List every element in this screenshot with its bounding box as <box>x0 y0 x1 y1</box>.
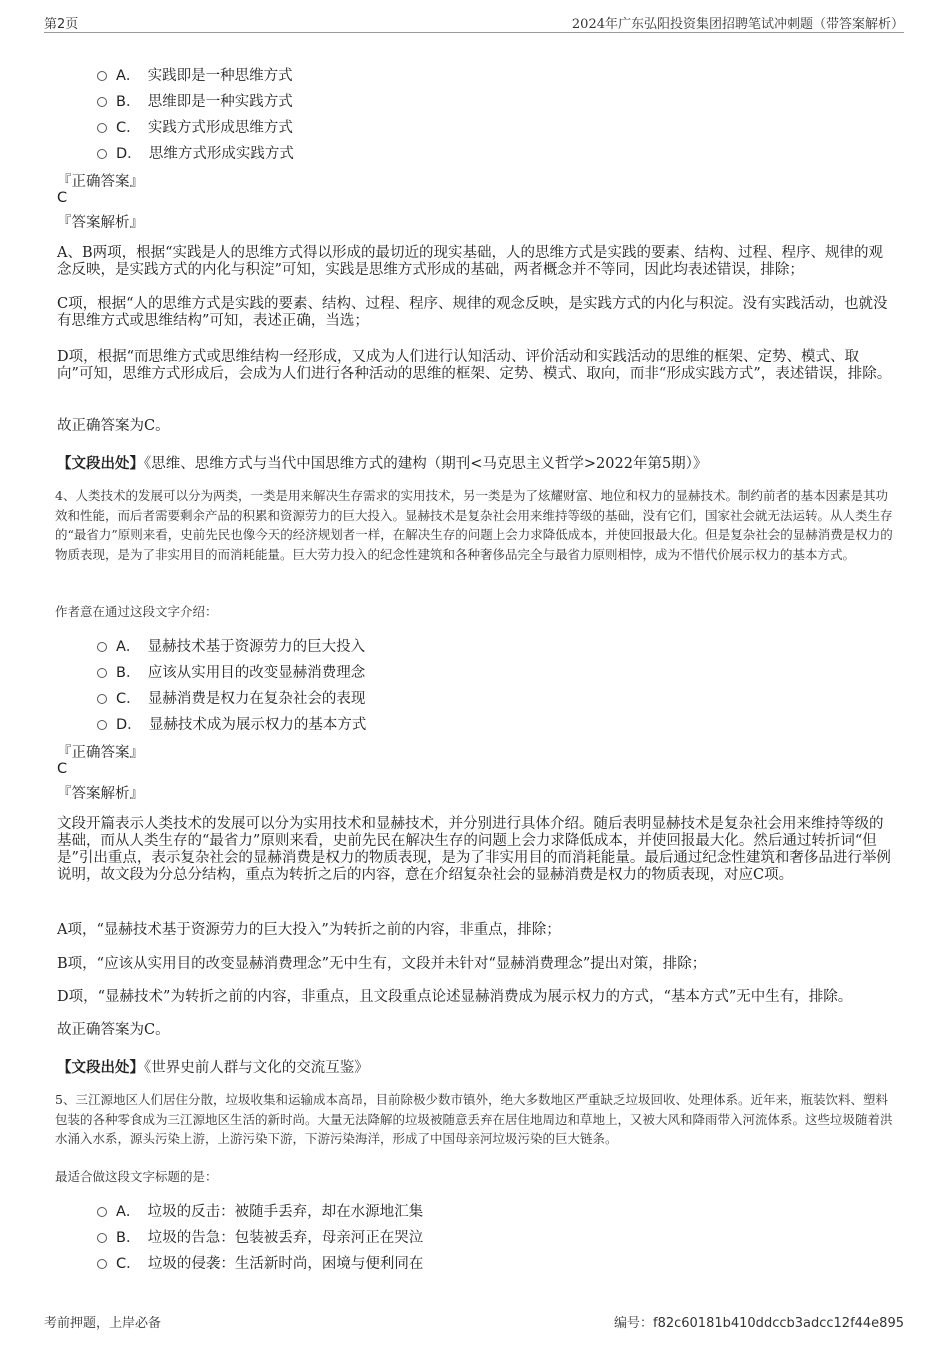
q3-source: 【文段出处】《思维、思维方式与当代中国思维方式的建构（期刊<马克思主义哲学>2022年第5期）》 <box>57 455 708 472</box>
q3-correct-answer: C <box>57 190 68 206</box>
page-footer <box>44 1312 904 1330</box>
q5-prompt: 最适合做这段文字标题的是： <box>55 1169 218 1184</box>
q4-analysis-conclusion: 故正确答案为C。 <box>57 1022 170 1038</box>
q4-prompt: 作者意在通过这段文字介绍： <box>55 604 218 619</box>
radio-button-icon[interactable] <box>97 97 107 107</box>
footer-code: 编号：f82c60181b410ddccb3adcc12f44e895 <box>613 1316 904 1331</box>
q4-question-text: 4、人类技术的发展可以分为两类，一类是用来解决生存需求的实用技术，另一类是为了炫耀财富、地位和权力的显赫技术。制约前者的基本因素是其功效和性能，而后者需要剩余产品的积累和资源劳力的巨大投入。显赫技术是复杂社会用来维持等级的基础，没有它们，国家社会就无法运转。从人类生存的“最省力”原则来看，史前先民也像今天的经济规划者一样，在解决生存的问题上会力求降低成本，并使回报最大化。但是复杂社会的显赫消费是权力的物质表现，是为了非实用目的而消耗能量。巨大劳力投入的纪念性建筑和各种奢侈品完全与最省力原则相悖，成为不惜代价展示权力的基本方式。 <box>55 488 893 562</box>
q3-analysis-label: 『答案解析』 <box>57 215 144 231</box>
q5-option-b[interactable]: B ． 垃圾的告急：包装被丢弃，母亲河正在哭泣 <box>97 1226 423 1246</box>
q4-correct-answer-label: 『正确答案』 <box>57 745 144 761</box>
q3-analysis-conclusion: 故正确答案为C。 <box>57 418 170 434</box>
q3-option-a[interactable]: A ． 实践即是一种思维方式 <box>97 64 293 84</box>
radio-button-icon[interactable] <box>97 694 107 704</box>
q5-option-a[interactable]: A ． 垃圾的反击：被随手丢弃，却在水源地汇集 <box>97 1200 423 1220</box>
radio-button-icon[interactable] <box>97 1233 107 1243</box>
q3-option-c[interactable]: C ． 实践方式形成思维方式 <box>97 116 293 136</box>
footer-slogan: 考前押题，上岸必备 <box>44 1316 162 1331</box>
q4-option-a[interactable]: A ． 显赫技术基于资源劳力的巨大投入 <box>97 635 365 655</box>
radio-button-icon[interactable] <box>97 149 107 159</box>
q5-question-text: 5、三江源地区人们居住分散，垃圾收集和运输成本高昂，目前除极少数市镇外，绝大多数地区严重缺乏垃圾回收、处理体系。近年来，瓶装饮料、塑料包装的各种零食成为三江源地区生活的新时尚。大量无法降解的垃圾被随意丢弃在居住地周边和草地上，又被大风和降雨带入河流体系。这些垃圾随着洪水涌入水系，源头污染上游，上游污染下游，下游污染海洋，形成了中国母亲河垃圾污染的巨大链条。 <box>55 1092 893 1146</box>
q4-analysis-b: B项，“应该从实用目的改变显赫消费理念”无中生有，文段并未针对“显赫消费理念”提出对策，排除； <box>57 956 707 972</box>
q3-option-b[interactable]: B ． 思维即是一种实践方式 <box>97 90 293 110</box>
page-number: 第2页 <box>44 17 79 32</box>
q4-analysis-label: 『答案解析』 <box>57 786 144 802</box>
q5-option-c[interactable]: C ． 垃圾的侵袭：生活新时尚，困境与便利同在 <box>97 1252 423 1272</box>
page-header <box>44 10 904 33</box>
radio-button-icon[interactable] <box>97 642 107 652</box>
q4-analysis-main: 文段开篇表示人类技术的发展可以分为实用技术和显赫技术，并分别进行具体介绍。随后表明显赫技术是复杂社会用来维持等级的基础，而从人类生存的“最省力”原则来看，史前先民在解决生存的问题上会力求降低成本，并使回报最大化。然后通过转折词“但是”引出重点，表示复杂社会的显赫消费是权力的物质表现，是为了非实用目的而消耗能量。最后通过纪念性建筑和奢侈品进行举例说明，故文段为分总分结构，重点为转折之后的内容，意在介绍复杂社会的显赫消费是权力的物质表现，对应C项。 <box>57 816 891 883</box>
radio-button-icon[interactable] <box>97 123 107 133</box>
q4-source: 【文段出处】《世界史前人群与文化的交流互鉴》 <box>57 1059 369 1076</box>
document-title: 2024年广东弘阳投资集团招聘笔试冲刺题（带答案解析） <box>571 17 904 32</box>
q4-option-d[interactable]: D ． 显赫技术成为展示权力的基本方式 <box>97 713 366 733</box>
q3-analysis-d: D项，根据“而思维方式或思维结构一经形成，又成为人们进行认知活动、评价活动和实践活动的思维的框架、定势、模式、取向”可知，思维方式形成后，会成为人们进行各种活动的思维的框架、定势、模式、取向，而非“形成实践方式”，表述错误，排除。 <box>57 349 892 382</box>
q3-correct-answer-label: 『正确答案』 <box>57 174 144 190</box>
q4-option-c[interactable]: C ． 显赫消费是权力在复杂社会的表现 <box>97 687 365 707</box>
radio-button-icon[interactable] <box>97 720 107 730</box>
q4-analysis-d: D项，“显赫技术”为转折之前的内容，非重点，且文段重点论述显赫消费成为展示权力的方式，“基本方式”无中生有，排除。 <box>57 989 853 1005</box>
radio-button-icon[interactable] <box>97 1207 107 1217</box>
radio-button-icon[interactable] <box>97 71 107 81</box>
q4-correct-answer: C <box>57 761 68 777</box>
q4-analysis-a: A项，“显赫技术基于资源劳力的巨大投入”为转折之前的内容，非重点，排除； <box>57 922 561 938</box>
q3-analysis-ab: A、B两项，根据“实践是人的思维方式得以形成的最切近的现实基础，人的思维方式是实践的要素、结构、过程、程序、规律的观念反映，是实践方式的内化与积淀”可知，实践是思维方式形成的基础，两者概念并不等同，因此均表述错误，排除； <box>57 245 884 278</box>
radio-button-icon[interactable] <box>97 668 107 678</box>
q3-analysis-c: C项，根据“人的思维方式是实践的要素、结构、过程、程序、规律的观念反映，是实践方式的内化与积淀。没有实践活动，也就没有思维方式或思维结构”可知，表述正确，当选； <box>57 296 888 329</box>
q3-option-d[interactable]: D ． 思维方式形成实践方式 <box>97 142 294 162</box>
q4-option-b[interactable]: B ． 应该从实用目的改变显赫消费理念 <box>97 661 365 681</box>
radio-button-icon[interactable] <box>97 1259 107 1269</box>
